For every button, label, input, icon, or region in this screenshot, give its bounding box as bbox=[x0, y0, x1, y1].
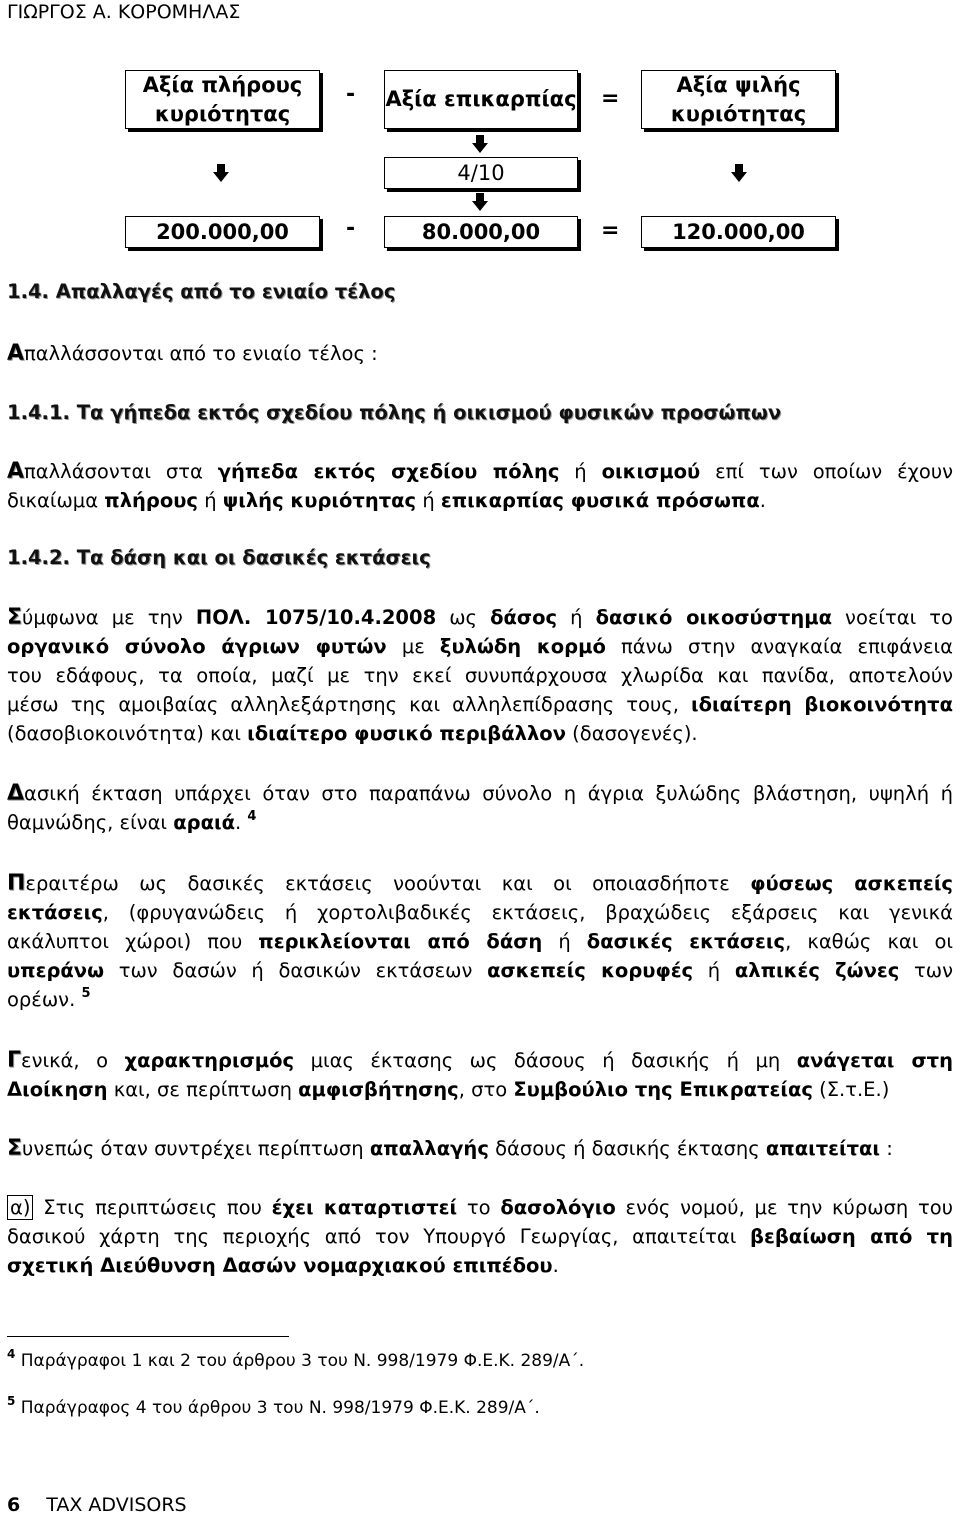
paragraph-exemption-requirements: Συνεπώς όταν συντρέχει περίπτωση απαλλαγής δάσους ή δασικής έκτασης απαιτείται : bbox=[7, 1136, 893, 1161]
section-heading-1-4-1: 1.4.1. Τα γήπεδα εκτός σχεδίου πόλης ή οικισμού φυσικών προσώπων bbox=[7, 401, 782, 424]
usufruct-value: 80.000,00 bbox=[384, 216, 578, 248]
page-number: 6 bbox=[7, 1494, 21, 1516]
paragraph-characterization: Γενικά, ο χαρακτηρισμός μιας έκτασης ως δάσους ή δασικής ή μη ανάγεται στη Διοίκηση και, σε περίπτωση αμφισβήτησης, στο Συμβούλιο της Επικρατείας (Σ.τ.Ε.) bbox=[7, 1048, 953, 1101]
ratio-box: 4/10 bbox=[384, 157, 578, 189]
paragraph-forest-definition: Σύμφωνα με την ΠΟΛ. 1075/10.4.2008 ως δάσος ή δασικό οικοσύστημα νοείται το οργανικό σύνολο άγριων φυτών με ξυλώδη κορμό πάνω στην αναγκαία επιφάνεια του εδάφους, τα οποία, μαζί με την εκεί συνυπάρχουσα χλωρίδα και πανίδα, αποτελούν μέσω της αμοιβαίας αλληλεξάρτησης και αλληλεπίδρασης τους, ιδιαίτερη βιοκοινότητα (δασοβιοκοινότητα) και ιδιαίτερο φυσικό περιβάλλον (δασογενές). bbox=[7, 605, 954, 745]
full-ownership-box: Αξία πλήρους κυριότητας bbox=[125, 70, 320, 129]
running-header: ΓΙΩΡΓΟΣ Α. ΚΟΡΟΜΗΛΑΣ bbox=[7, 1, 241, 23]
page-footer bbox=[7, 1494, 187, 1516]
equals-sign: = bbox=[601, 218, 620, 243]
footnote-5: $^5$ Παράγραφος 4 του άρθρου 3 του Ν. 998/1979 Φ.Ε.Κ. 289/Α΄. bbox=[7, 1394, 540, 1418]
paragraph-forest-land: Δασική έκταση υπάρχει όταν στο παραπάνω σύνολο η άγρια ξυλώδης βλάστηση, υψηλή ή θαμνώδης, είναι αραιά. $^4$ bbox=[7, 781, 953, 834]
bare-ownership-value: 120.000,00 bbox=[641, 216, 836, 248]
minus-sign: - bbox=[346, 82, 356, 107]
section-heading-1-4: 1.4. Απαλλαγές από το ενιαίο τέλος bbox=[7, 280, 396, 303]
usufruct-box: Αξία επικαρπίας bbox=[384, 70, 578, 129]
intro-paragraph: Απαλλάσσονται από το ενιαίο τέλος : bbox=[7, 341, 378, 366]
minus-sign: - bbox=[346, 216, 356, 241]
paragraph-plots: Απαλλάσονται στα γήπεδα εκτός σχεδίου πόλης ή οικισμού επί των οποίων έχουν δικαίωμα πλήρους ή ψιλής κυριότητας ή επικαρπίας φυσικά πρόσωπα. bbox=[7, 459, 953, 512]
section-heading-1-4-2: 1.4.2. Τα δάση και οι δασικές εκτάσεις bbox=[7, 546, 431, 569]
paragraph-case-a: α) Στις περιπτώσεις που έχει καταρτιστεί το δασολόγιο ενός νομού, με την κύρωση του δασικού χάρτη της περιοχής από τον Υπουργό Γεωργίας, απαιτείται βεβαίωση από τη σχετική Διεύθυνση Δασών νομαρχιακού επιπέδου. bbox=[7, 1196, 953, 1277]
down-arrow-icon bbox=[472, 193, 488, 211]
down-arrow-icon bbox=[472, 135, 488, 153]
bare-ownership-box: Αξία ψιλής κυριότητας bbox=[641, 70, 836, 129]
footnote-divider bbox=[7, 1336, 289, 1337]
down-arrow-icon bbox=[731, 164, 747, 182]
equals-sign: = bbox=[601, 86, 620, 111]
case-a-label: α) bbox=[7, 1195, 33, 1220]
down-arrow-icon bbox=[213, 164, 229, 182]
footnote-4: $^4$ Παράγραφοι 1 και 2 του άρθρου 3 του Ν. 998/1979 Φ.Ε.Κ. 289/Α΄. bbox=[7, 1347, 585, 1371]
footer-name: TAX ADVISORS bbox=[46, 1494, 187, 1516]
paragraph-bare-areas: Περαιτέρω ως δασικές εκτάσεις νοούνται και οι οποιασδήποτε φύσεως ασκεπείς εκτάσεις, (φρυγανώδεις ή χορτολιβαδικές εκτάσεις, βραχώδεις εξάρσεις και γενικά ακάλυπτοι χώροι) που περικλείονται από δάση ή δασικές εκτάσεις, καθώς και οι υπεράνω των δασών ή δασικών εκτάσεων ασκεπείς κορυφές ή αλπικές ζώνες των ορέων. $^5$ bbox=[7, 871, 953, 1011]
footnote-ref-5: 5 bbox=[81, 986, 91, 1001]
full-ownership-value: 200.000,00 bbox=[125, 216, 320, 248]
footnote-ref-4: 4 bbox=[247, 809, 257, 824]
